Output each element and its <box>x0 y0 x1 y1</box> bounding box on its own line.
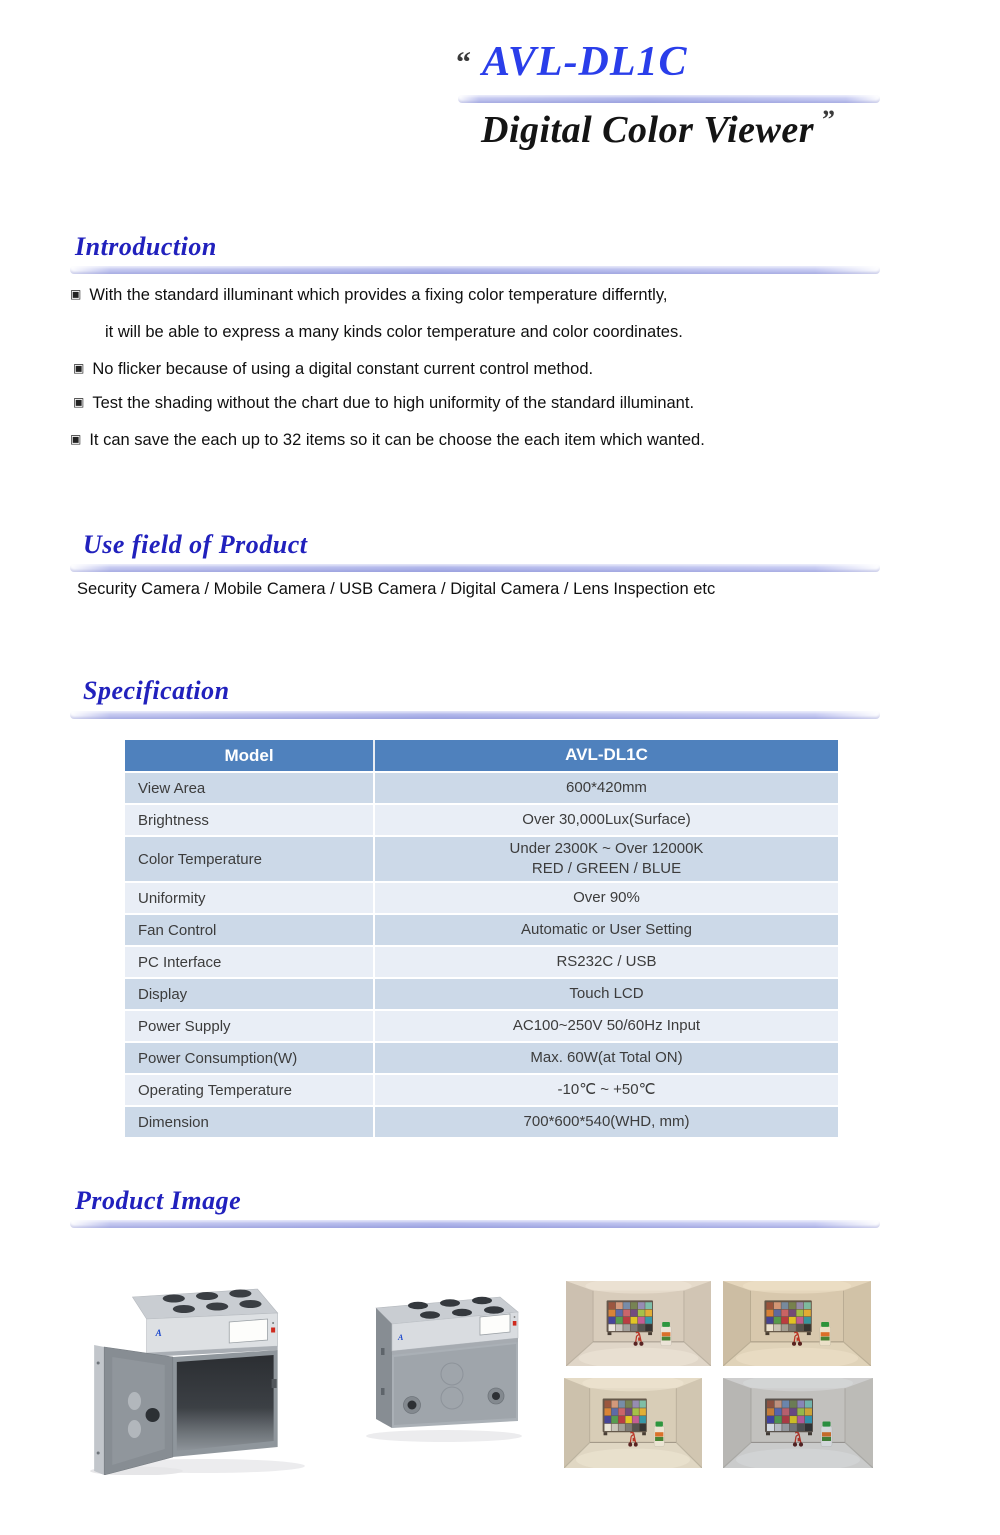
spec-label-view-area: View Area <box>125 773 375 803</box>
brand-logo: A <box>155 1328 162 1338</box>
square-bullet-icon: ▣ <box>73 361 85 375</box>
spec-header-row <box>125 740 838 773</box>
interior-photo-4 <box>723 1378 873 1468</box>
brand-logo: A <box>398 1333 404 1342</box>
spec-value-operating-temperature: -10℃ ~ +50℃ <box>557 1080 656 1098</box>
page-title-model: AVL-DL1C <box>482 39 688 85</box>
spec-value-dimension: 700*600*540(WHD, mm) <box>523 1112 690 1130</box>
spec-value-color-temperature-line1: Under 2300K ~ Over 12000K <box>509 839 704 857</box>
interior-scene-illustration <box>566 1281 711 1366</box>
lcd-screen <box>229 1319 267 1343</box>
intro-bullet-2-text: No flicker because of using a digital constant current control method. <box>92 360 594 378</box>
spec-value-brightness: Over 30,000Lux(Surface) <box>522 810 691 828</box>
interior-photo-3 <box>564 1378 702 1468</box>
spec-label-pc-interface: PC Interface <box>125 947 375 977</box>
title-close-quote: ” <box>822 105 836 134</box>
spec-label-brightness: Brightness <box>125 805 375 835</box>
power-button <box>271 1328 275 1333</box>
color-viewer-front-illustration <box>352 1288 522 1446</box>
table-row <box>125 947 838 979</box>
section-divider <box>70 266 880 274</box>
table-row <box>125 915 838 947</box>
spec-value-display: Touch LCD <box>569 984 644 1002</box>
intro-bullet-4-text: It can save the each up to 32 items so it can be choose the each item which wanted. <box>89 431 705 449</box>
spec-label-color-temperature: Color Temperature <box>125 837 375 881</box>
intro-bullet-1-continued: it will be able to express a many kinds color temperature and color coordinates. <box>105 323 683 341</box>
product-image-heading: Product Image <box>75 1186 242 1215</box>
table-row <box>125 1043 838 1075</box>
spec-label-power-supply: Power Supply <box>125 1011 375 1041</box>
spec-value-uniformity: Over 90% <box>573 888 640 906</box>
lcd-screen <box>480 1314 510 1335</box>
spec-label-fan-control: Fan Control <box>125 915 375 945</box>
spec-value-power-supply: AC100~250V 50/60Hz Input <box>512 1016 701 1034</box>
table-row <box>125 837 838 883</box>
page-title-product <box>481 105 836 152</box>
section-divider <box>70 711 880 719</box>
spec-value-color-temperature-line2: RED / GREEN / BLUE <box>531 860 682 877</box>
table-row <box>125 1075 838 1107</box>
intro-bullet-1-text: With the standard illuminant which provides a fixing color temperature differntly, <box>89 286 668 304</box>
spec-label-uniformity: Uniformity <box>125 883 375 913</box>
spec-label-power-consumption: Power Consumption(W) <box>125 1043 375 1073</box>
table-row <box>125 805 838 837</box>
introduction-heading: Introduction <box>75 232 217 261</box>
use-field-heading: Use field of Product <box>83 530 308 559</box>
intro-bullet-1 <box>70 286 667 305</box>
spec-value-power-consumption: Max. 60W(at Total ON) <box>530 1048 683 1066</box>
intro-bullet-2 <box>73 360 593 379</box>
spec-table <box>125 740 838 1139</box>
intro-bullet-3-text: Test the shading without the chart due to high uniformity of the standard illuminant. <box>92 394 695 412</box>
interior-scene-illustration <box>564 1378 702 1468</box>
intro-bullet-3 <box>73 394 694 413</box>
interior-scene-illustration <box>723 1378 873 1468</box>
power-button <box>513 1321 517 1326</box>
spec-value-fan-control: Automatic or User Setting <box>521 920 692 938</box>
spec-label-operating-temperature: Operating Temperature <box>125 1075 375 1105</box>
use-field-text: Security Camera / Mobile Camera / USB Camera / Digital Camera / Lens Inspection etc <box>77 580 716 598</box>
spec-label-display: Display <box>125 979 375 1009</box>
interior-photo-2 <box>723 1281 871 1366</box>
spec-value-pc-interface: RS232C / USB <box>556 952 657 970</box>
color-viewer-open-illustration <box>78 1283 320 1475</box>
square-bullet-icon: ▣ <box>73 395 85 409</box>
section-divider <box>70 564 880 572</box>
product-photo-open-door <box>78 1283 320 1475</box>
table-row <box>125 773 838 805</box>
interior-scene-illustration <box>723 1281 871 1366</box>
title-open-quote: “ <box>456 46 471 79</box>
title-divider <box>458 95 880 103</box>
specification-heading: Specification <box>83 676 230 705</box>
section-divider <box>70 1220 880 1228</box>
intro-bullet-4 <box>70 431 705 450</box>
page-title-product-text: Digital Color Viewer <box>481 109 815 151</box>
table-row <box>125 1107 838 1139</box>
spec-label-dimension: Dimension <box>125 1107 375 1137</box>
table-row <box>125 883 838 915</box>
spec-value-color-temperature <box>375 837 838 881</box>
interior-photo-1 <box>566 1281 711 1366</box>
open-chamber <box>177 1355 274 1451</box>
spec-header-model: Model <box>125 740 375 771</box>
product-photo-front <box>352 1288 522 1446</box>
spec-header-value: AVL-DL1C <box>565 745 648 765</box>
square-bullet-icon: ▣ <box>70 287 82 301</box>
spec-value-view-area: 600*420mm <box>566 778 647 796</box>
square-bullet-icon: ▣ <box>70 432 82 446</box>
table-row <box>125 979 838 1011</box>
table-row <box>125 1011 838 1043</box>
